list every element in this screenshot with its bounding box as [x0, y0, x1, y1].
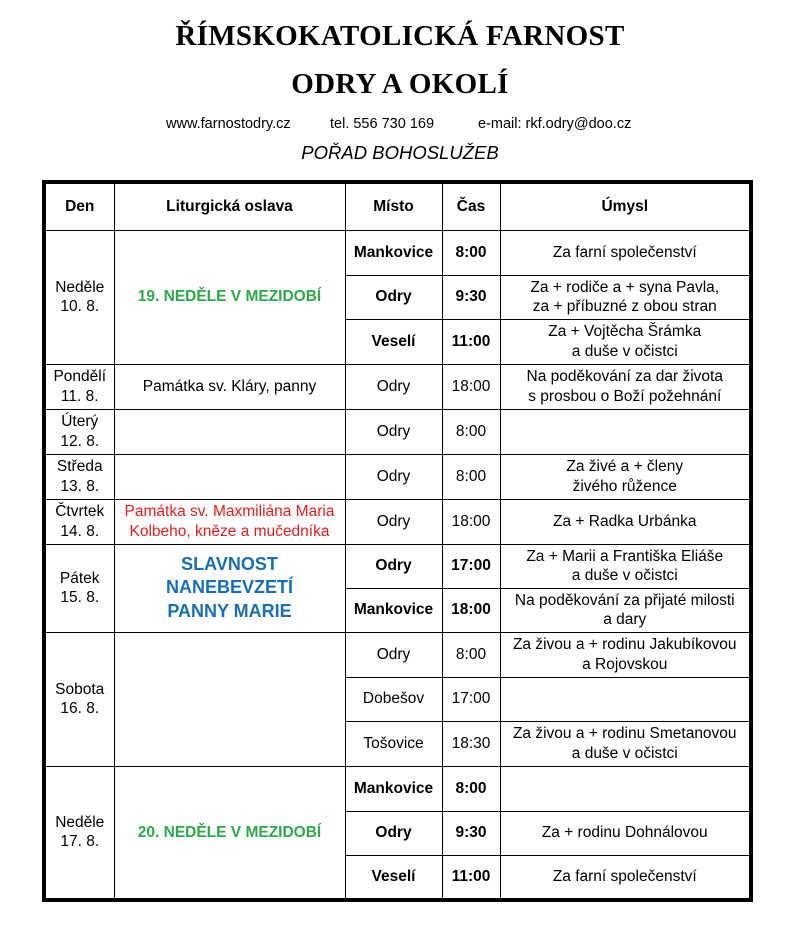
intention-cell: Za + rodiče a + syna Pavla, za + příbuzné z obou stran	[500, 275, 751, 319]
time-cell: 11:00	[442, 855, 500, 900]
parish-title: ŘÍMSKOKATOLICKÁ FARNOST	[175, 20, 625, 52]
intention-cell	[500, 677, 751, 721]
place-cell: Veselí	[345, 855, 442, 900]
table-row	[44, 632, 751, 677]
mass-schedule-table	[42, 180, 753, 902]
place-cell: Dobešov	[345, 677, 442, 721]
col-header-place: Místo	[345, 182, 442, 230]
phone-number: tel. 556 730 169	[330, 116, 435, 132]
time-cell: 18:00	[442, 588, 500, 632]
table-row	[44, 499, 751, 544]
intention-cell: Za živé a + členy živého růžence	[500, 454, 751, 499]
intention-cell: Za + rodinu Dohnálovou	[500, 811, 751, 855]
time-cell: 18:00	[442, 499, 500, 544]
place-cell: Odry	[345, 364, 442, 409]
time-cell: 17:00	[442, 544, 500, 588]
table-row	[44, 409, 751, 454]
celebration-cell: 19. NEDĚLE V MEZIDOBÍ	[114, 230, 345, 364]
place-cell: Odry	[345, 811, 442, 855]
place-cell: Veselí	[345, 319, 442, 364]
place-cell: Odry	[345, 544, 442, 588]
intention-cell: Za živou a + rodinu Jakubíkovou a Rojovskou	[500, 632, 751, 677]
celebration-cell: Památka sv. Kláry, panny	[114, 364, 345, 409]
day-cell: Sobota 16. 8.	[44, 632, 114, 766]
time-cell: 9:30	[442, 275, 500, 319]
day-cell: Neděle 17. 8.	[44, 766, 114, 900]
celebration-cell	[114, 454, 345, 499]
day-cell: Neděle 10. 8.	[44, 230, 114, 364]
table-row	[44, 454, 751, 499]
col-header-time: Čas	[442, 182, 500, 230]
time-cell: 8:00	[442, 409, 500, 454]
day-cell: Úterý 12. 8.	[44, 409, 114, 454]
table-row	[44, 766, 751, 811]
time-cell: 18:00	[442, 364, 500, 409]
table-row	[44, 544, 751, 588]
parish-subtitle: ODRY A OKOLÍ	[291, 68, 509, 100]
place-cell: Tošovice	[345, 721, 442, 766]
celebration-cell: SLAVNOST NANEBEVZETÍ PANNY MARIE	[114, 544, 345, 632]
day-cell: Čtvrtek 14. 8.	[44, 499, 114, 544]
time-cell: 17:00	[442, 677, 500, 721]
place-cell: Odry	[345, 499, 442, 544]
website-link[interactable]: www.farnostodry.cz	[166, 116, 291, 132]
time-cell: 11:00	[442, 319, 500, 364]
schedule-heading: POŘAD BOHOSLUŽEB	[301, 142, 499, 163]
day-cell: Pondělí 11. 8.	[44, 364, 114, 409]
place-cell: Odry	[345, 632, 442, 677]
intention-cell: Za živou a + rodinu Smetanovou a duše v očistci	[500, 721, 751, 766]
intention-cell: Na poděkování za přijaté milosti a dary	[500, 588, 751, 632]
celebration-cell	[114, 409, 345, 454]
day-cell: Pátek 15. 8.	[44, 544, 114, 632]
intention-cell: Za farní společenství	[500, 855, 751, 900]
intention-cell	[500, 409, 751, 454]
intention-cell: Za + Marii a Františka Eliáše a duše v očistci	[500, 544, 751, 588]
intention-cell	[500, 766, 751, 811]
intention-cell: Na poděkování za dar života s prosbou o Boží požehnání	[500, 364, 751, 409]
time-cell: 8:00	[442, 632, 500, 677]
time-cell: 8:00	[442, 230, 500, 275]
time-cell: 18:30	[442, 721, 500, 766]
celebration-cell: Památka sv. Maxmiliána Maria Kolbeho, kněze a mučedníka	[114, 499, 345, 544]
email-address[interactable]: e-mail: rkf.odry@doo.cz	[478, 116, 632, 132]
day-cell: Středa 13. 8.	[44, 454, 114, 499]
time-cell: 9:30	[442, 811, 500, 855]
time-cell: 8:00	[442, 766, 500, 811]
celebration-cell: 20. NEDĚLE V MEZIDOBÍ	[114, 766, 345, 900]
intention-cell: Za + Vojtěcha Šrámka a duše v očistci	[500, 319, 751, 364]
col-header-intention: Úmysl	[500, 182, 751, 230]
place-cell: Odry	[345, 275, 442, 319]
col-header-celebration: Liturgická oslava	[114, 182, 345, 230]
table-row	[44, 364, 751, 409]
table-header-row	[44, 182, 751, 230]
col-header-day: Den	[44, 182, 114, 230]
place-cell: Mankovice	[345, 230, 442, 275]
place-cell: Odry	[345, 409, 442, 454]
table-row	[44, 230, 751, 275]
celebration-cell	[114, 632, 345, 766]
place-cell: Odry	[345, 454, 442, 499]
time-cell: 8:00	[442, 454, 500, 499]
intention-cell: Za + Radka Urbánka	[500, 499, 751, 544]
intention-cell: Za farní společenství	[500, 230, 751, 275]
place-cell: Mankovice	[345, 588, 442, 632]
place-cell: Mankovice	[345, 766, 442, 811]
